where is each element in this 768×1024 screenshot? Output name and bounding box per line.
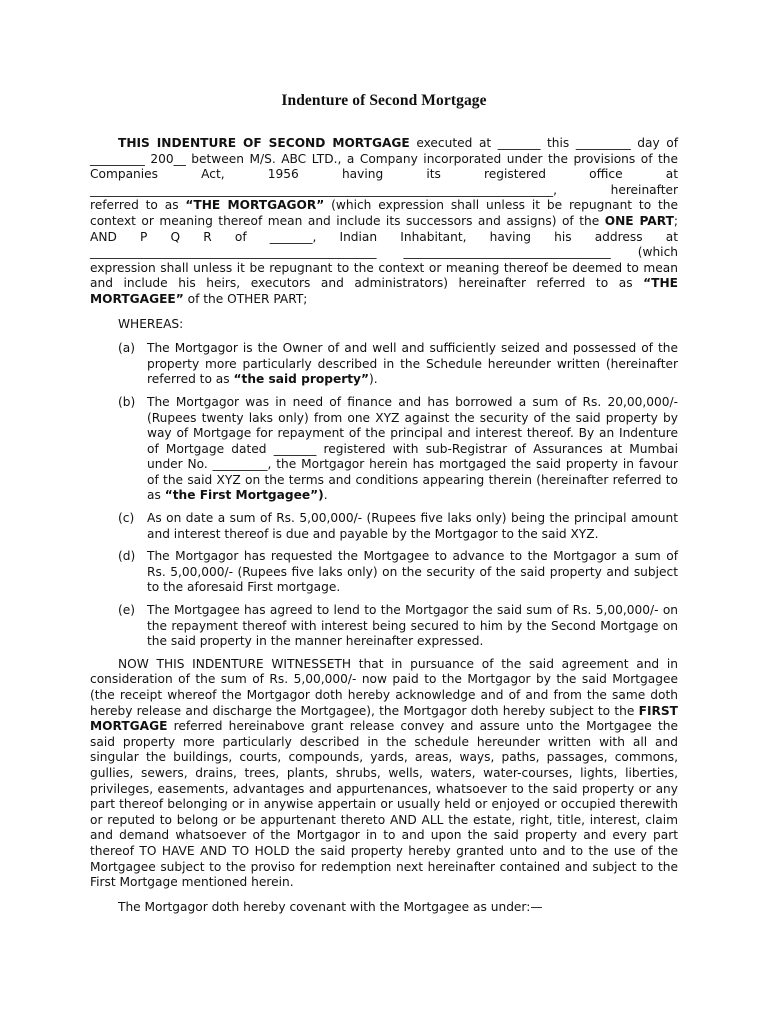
clause-label: (b) (118, 394, 136, 409)
intro-text-2: (which expression shall unless it be repugnant to the context or meaning thereof mean and include its successors and assigns) of the (90, 198, 678, 228)
whereas-heading: WHEREAS: (118, 316, 184, 331)
clause-text-pre: The Mortgagor was in need of finance and has borrowed a sum of Rs. 20,00,000/- (Rupees twenty laks only) from one XYZ against the security of the said property by way of Mortgage for repayment of the principal and interest thereof. By an Indenture of Mortgage dated _______ registered with sub-Registrar of Assurances at Mumbai under No. _________, the Mortgagor herein has mortgaged the said property in favour of the said XYZ on the terms and conditions appearing therein (hereinafter referred to as (147, 394, 678, 503)
clause-d (90, 549, 678, 596)
clause-label: (d) (118, 549, 136, 564)
clause-text (147, 395, 678, 504)
clause-label: (e) (118, 603, 136, 618)
mortgagor-term: “THE MORTGAGOR” (185, 198, 325, 213)
clause-text-bold: “the said property” (233, 372, 370, 387)
first-mortgage-term: FIRST MORTGAGE (90, 703, 678, 734)
one-part-term: ONE PART (604, 213, 674, 228)
clause-label: (a) (118, 341, 135, 356)
clause-text: The Mortgagor has requested the Mortgagee to advance to the Mortgagor a sum of Rs. 5,00,000/- (Rupees five laks only) on the security of the said property and subject to the aforesaid First mortgage. (147, 549, 678, 595)
clause-c (90, 511, 678, 542)
clause-b (90, 395, 678, 504)
clause-text-bold: “the First Mortgagee”) (164, 488, 324, 503)
mortgagee-term: “THE MORTGAGEE” (90, 276, 678, 306)
clause-text-post: ). (369, 372, 378, 387)
intro-text-1: executed at _______ this _________ day of _________ 200__ between M/S. ABC LTD., a Company incorporated under the provisions of the Companies Act, 1956 having its registered office at ____________________________________________________________________________, hereinafter referred to as (90, 136, 678, 213)
clause-text (147, 341, 678, 388)
intro-paragraph (90, 136, 678, 308)
clause-text: As on date a sum of Rs. 5,00,000/- (Rupees five laks only) being the principal amount and interest thereof is due and payable by the Mortgagor to the said XYZ. (147, 511, 678, 541)
intro-text-4: of the OTHER PART; (183, 291, 308, 306)
intro-text-3: ; AND P Q R of _______, Indian Inhabitant, having his address at _______________________________________________ __________________________________ (which expression shall unless it be repugnant to the context or meaning thereof be deemed to mean and include his heirs, executors and administrators) hereinafter referred to as (90, 213, 678, 291)
document-title: Indenture of Second Mortgage (281, 92, 487, 109)
indenture-heading-bold: THIS INDENTURE OF SECOND MORTGAGE (118, 136, 410, 150)
witnesseth-text-2: referred hereinabove grant release convey and assure unto the Mortgagee the said property more particularly described in the schedule hereunder written with all and singular the buildings, courts, compounds, yards, areas, ways, paths, passages, commons, gullies, sewers, drains, trees, plants, shrubs, wells, waters, water-courses, lights, liberties, privileges, easements, advantages and appurtenances, whatsoever to the said property or any part thereof belonging or in anywise appertain or usually held or enjoyed or occupied therewith or reputed to belong or be appurtenant thereto AND ALL the estate, right, title, interest, claim and demand whatsoever of the Mortgagor in to and upon the said property and every part thereof TO HAVE AND TO HOLD the said property hereby granted unto and to the use of the Mortgagee subject to the proviso for redemption next hereinafter contained and subject to the First Mortgage mentioned herein. (90, 719, 678, 890)
witnesseth-text-1: NOW THIS INDENTURE WITNESSETH that in pursuance of the said agreement and in consideration of the sum of Rs. 5,00,000/- now paid to the Mortgagor by the said Mortgagee (the receipt whereof the Mortgagor doth hereby acknowledge and of and from the same doth hereby release and discharge the Mortgagee), the Mortgagor doth hereby subject to the (90, 656, 678, 718)
clause-text-pre: The Mortgagor is the Owner of and well and sufficiently seized and possessed of the property more particularly described in the Schedule hereunder written (hereinafter referred to as (147, 341, 678, 387)
clause-a (90, 341, 678, 388)
clause-text: The Mortgagee has agreed to lend to the Mortgagor the said sum of Rs. 5,00,000/- on the repayment thereof with interest being secured to him by the Second Mortgage on the said property in the manner hereinafter expressed. (147, 603, 678, 649)
clause-text-post: . (323, 488, 328, 503)
covenant-paragraph: The Mortgagor doth hereby covenant with the Mortgagee as under:— (118, 899, 543, 914)
clause-label: (c) (118, 511, 135, 526)
witnesseth-paragraph (90, 657, 678, 891)
clause-e (90, 603, 678, 650)
